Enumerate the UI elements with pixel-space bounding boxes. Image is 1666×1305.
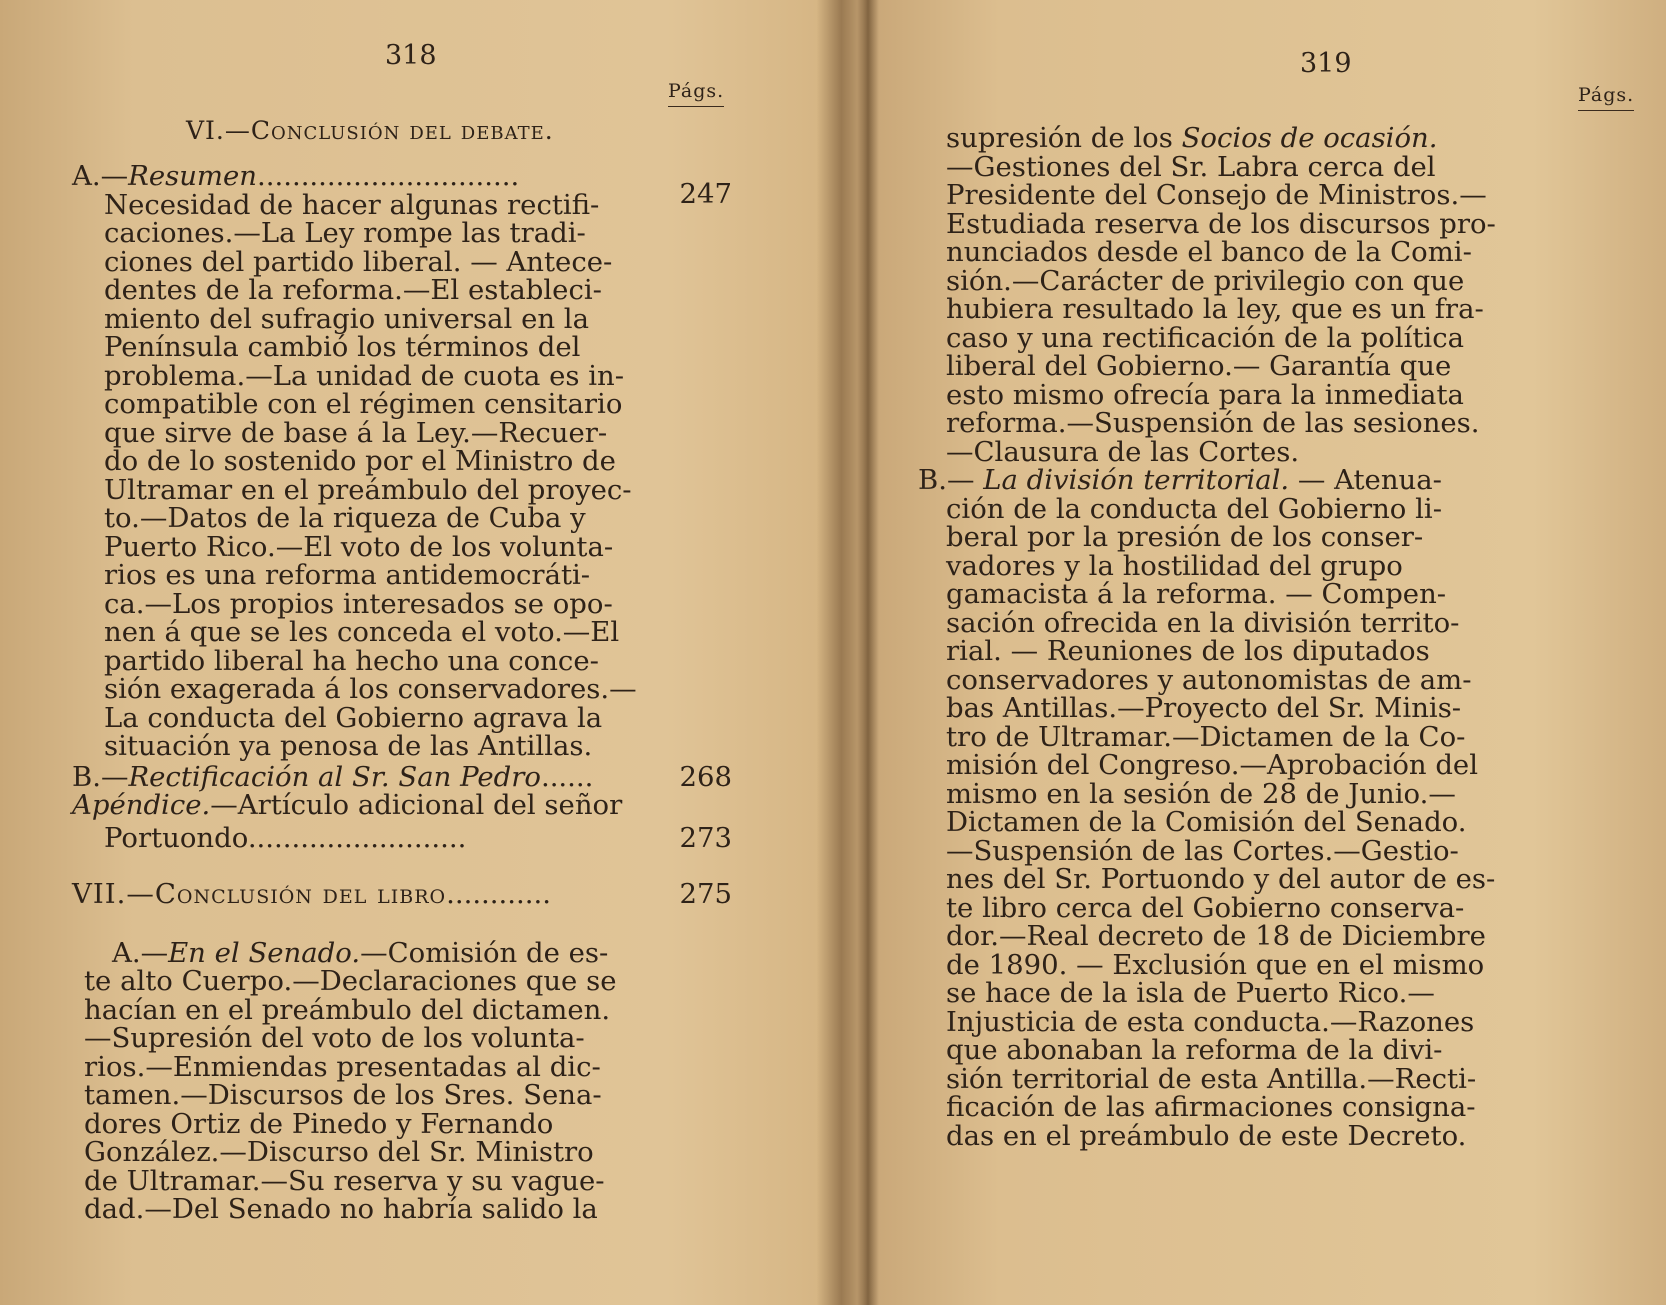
entry-description-line: Presidente del Consejo de Ministros.— (946, 179, 1487, 211)
entry-text: —Comisión de es- (360, 936, 609, 969)
entry-emphasis: Socios de ocasión. (1181, 122, 1438, 154)
entry-description-line: nunciados desde el banco de la Comi- (946, 236, 1472, 268)
entry-description-line: caso y una rectificación de la política (946, 321, 1465, 354)
entry-description-line: Estudiada reserva de los discursos pro- (946, 207, 1496, 240)
entry-title-line (72, 162, 732, 191)
entry-description-line: rios.—Enmiendas presentadas al dic- (84, 1050, 601, 1083)
entry-prefix: A.— (72, 160, 129, 192)
continuation-first-line (946, 124, 1646, 153)
entry-description-line: que sirve de base á la Ley.—Recuer- (104, 416, 608, 449)
entry-description-line: sión.—Carácter de privilegio con que (946, 264, 1465, 297)
entry-b-line (918, 466, 1646, 495)
entry-description-line: La conducta del Gobierno agrava la (104, 701, 603, 734)
leader-dots: .............................. (256, 160, 520, 192)
entry-description-line: Ultramar en el preámbulo del proyec- (104, 473, 632, 506)
entry-description-line: se hace de la isla de Puerto Rico.— (946, 977, 1435, 1009)
entry-description-line: Dictamen de la Comisión del Senado. (946, 806, 1467, 838)
entry-text: supresión de los (946, 122, 1182, 154)
entry-description-line: sión exagerada á los conservadores.— (104, 673, 637, 705)
entry-description-line: bas Antillas.—Proyecto del Sr. Minis- (946, 692, 1462, 724)
entry-description-line: beral por la presión de los conser- (946, 521, 1424, 553)
entry-b-line (72, 760, 732, 793)
entry-description-line: ciones del partido liberal. — Antece- (104, 245, 613, 278)
section-title: VII.—Conclusión del libro (72, 878, 447, 910)
entry-description-line: compatible con el régimen censitario (104, 388, 623, 420)
entry-description-line: dad.—Del Senado no habría salido la (84, 1193, 598, 1225)
entry-description-line: —Gestiones del Sr. Labra cerca del (946, 150, 1436, 183)
entry-description-line: que abonaban la reforma de la divi- (946, 1034, 1443, 1066)
entry-title: La división territorial. (983, 464, 1290, 496)
entry-description-line: rios es una reforma antidemocráti- (104, 559, 591, 591)
entry-description-line: partido liberal ha hecho una conce- (104, 644, 599, 677)
leader-dots: ......................... (247, 821, 467, 854)
entry-description-line: —Clausura de las Cortes. (946, 435, 1300, 468)
entry-description-line: miento del sufragio universal en la (104, 302, 589, 335)
pags-label: Págs. (668, 80, 724, 107)
entry-description-line: reforma.—Suspensión de las sesiones. (946, 407, 1480, 439)
entry-description-line: problema.—La unidad de cuota es in- (104, 359, 625, 392)
entry-description-line: ción de la conducta del Gobierno li- (946, 492, 1442, 525)
entry-description-line: dores Ortiz de Pinedo y Fernando (84, 1107, 554, 1140)
entry-description-line: te libro cerca del Gobierno conserva- (946, 891, 1465, 924)
toc-continuation (918, 122, 1646, 1152)
entry-description-line: dentes de la reforma.—El estableci- (104, 274, 602, 306)
entry-description-line: —Supresión del voto de los volunta- (84, 1022, 585, 1054)
entry-description-line: Península cambió los términos del (104, 331, 581, 363)
entry-title: Rectificación al Sr. San Pedro (128, 760, 541, 793)
section-heading-vi: VI.—Conclusión del debate. (186, 116, 554, 145)
entry-title: En el Senado. (168, 936, 361, 969)
entry-description-line: do de lo sostenido por el Ministro de (104, 445, 616, 477)
entry-description-line: Puerto Rico.—El voto de los volunta- (104, 530, 614, 563)
entry-description-line: rial. — Reuniones de los diputados (946, 635, 1430, 667)
entry-description-line: de Ultramar.—Su reserva y su vague- (84, 1164, 605, 1197)
entry-description-line: sión territorial de esta Antilla.—Recti- (946, 1062, 1477, 1095)
entry-description-line: González.—Discurso del Sr. Ministro (84, 1136, 594, 1168)
entry-description-line: to.—Datos de la riqueza de Cuba y (104, 502, 586, 534)
entry-description-line: conservadores y autonomistas de am- (946, 663, 1472, 696)
entry-description-line: —Suspensión de las Cortes.—Gestio- (946, 834, 1459, 867)
entry-senado-line (72, 936, 732, 969)
entry-description-line: situación ya penosa de las Antillas. (104, 730, 593, 762)
entry-description-line: das en el preámbulo de este Decreto. (946, 1119, 1467, 1152)
entry-description-line: liberal del Gobierno.— Garantía que (946, 350, 1452, 382)
pags-label: Págs. (1578, 84, 1634, 111)
entry-description-line: nen á que se les conceda el voto.—El (104, 616, 620, 648)
entry-prefix: B.— (918, 464, 984, 496)
entry-page-number: 247 (679, 178, 732, 210)
entry-description-line: dor.—Real decreto de 18 de Diciembre (946, 920, 1486, 952)
entry-page-number: 268 (679, 760, 732, 793)
section-heading-vii (72, 880, 732, 909)
entry-description-line: Necesidad de hacer algunas rectifi- (104, 188, 600, 221)
entry-description-line: misión del Congreso.—Aprobación del (946, 749, 1479, 781)
entry-description-line: hubiera resultado la ley, que es un fra- (946, 293, 1484, 325)
appendix-line (72, 791, 732, 820)
entry-description-line: sación ofrecida en la división territo- (946, 606, 1460, 639)
toc-entry-a (72, 162, 732, 1224)
right-page (880, 0, 1666, 1305)
entry-description-line: de 1890. — Exclusión que en el mismo (946, 948, 1485, 981)
appendix-line-2 (72, 821, 732, 854)
entry-description-line: tamen.—Discursos de los Sres. Sena- (84, 1079, 602, 1111)
appendix-text: Portuondo (104, 821, 248, 854)
leader-dots: ...... (540, 760, 594, 793)
entry-description-line: Injusticia de esta conducta.—Razones (946, 1005, 1475, 1038)
entry-description-line: caciones.—La Ley rompe las tradi- (104, 217, 586, 249)
page-number: 318 (385, 40, 437, 71)
entry-page-number: 273 (679, 821, 732, 854)
book-gutter (857, 0, 879, 1305)
entry-description-line: ficación de las afirmaciones consigna- (946, 1091, 1476, 1123)
entry-title: Resumen (128, 160, 257, 192)
entry-text: — Atenua- (1289, 464, 1442, 496)
page-number: 319 (1300, 48, 1352, 79)
entry-description-line: ca.—Los propios interesados se opo- (104, 587, 613, 620)
appendix-text: —Artículo adicional del señor (210, 789, 623, 821)
entry-prefix: A.— (112, 936, 169, 969)
entry-prefix: B.— (72, 760, 129, 793)
entry-description-line: hacían en el preámbulo del dictamen. (84, 993, 611, 1026)
entry-description-line: nes del Sr. Portuondo y del autor de es- (946, 863, 1496, 895)
entry-description-line: vadores y la hostilidad del grupo (946, 549, 1403, 582)
leader-dots: ............ (446, 878, 551, 910)
entry-description-line: mismo en la sesión de 28 de Junio.— (946, 777, 1456, 810)
entry-page-number: 275 (679, 878, 732, 910)
entry-description-line: tro de Ultramar.—Dictamen de la Co- (946, 720, 1466, 753)
entry-description-line: esto mismo ofrecía para la inmediata (946, 378, 1464, 411)
entry-description-line: te alto Cuerpo.—Declaraciones que se (84, 965, 617, 997)
entry-description-line: gamacista á la reforma. — Compen- (946, 578, 1447, 610)
appendix-title: Apéndice. (72, 789, 211, 821)
